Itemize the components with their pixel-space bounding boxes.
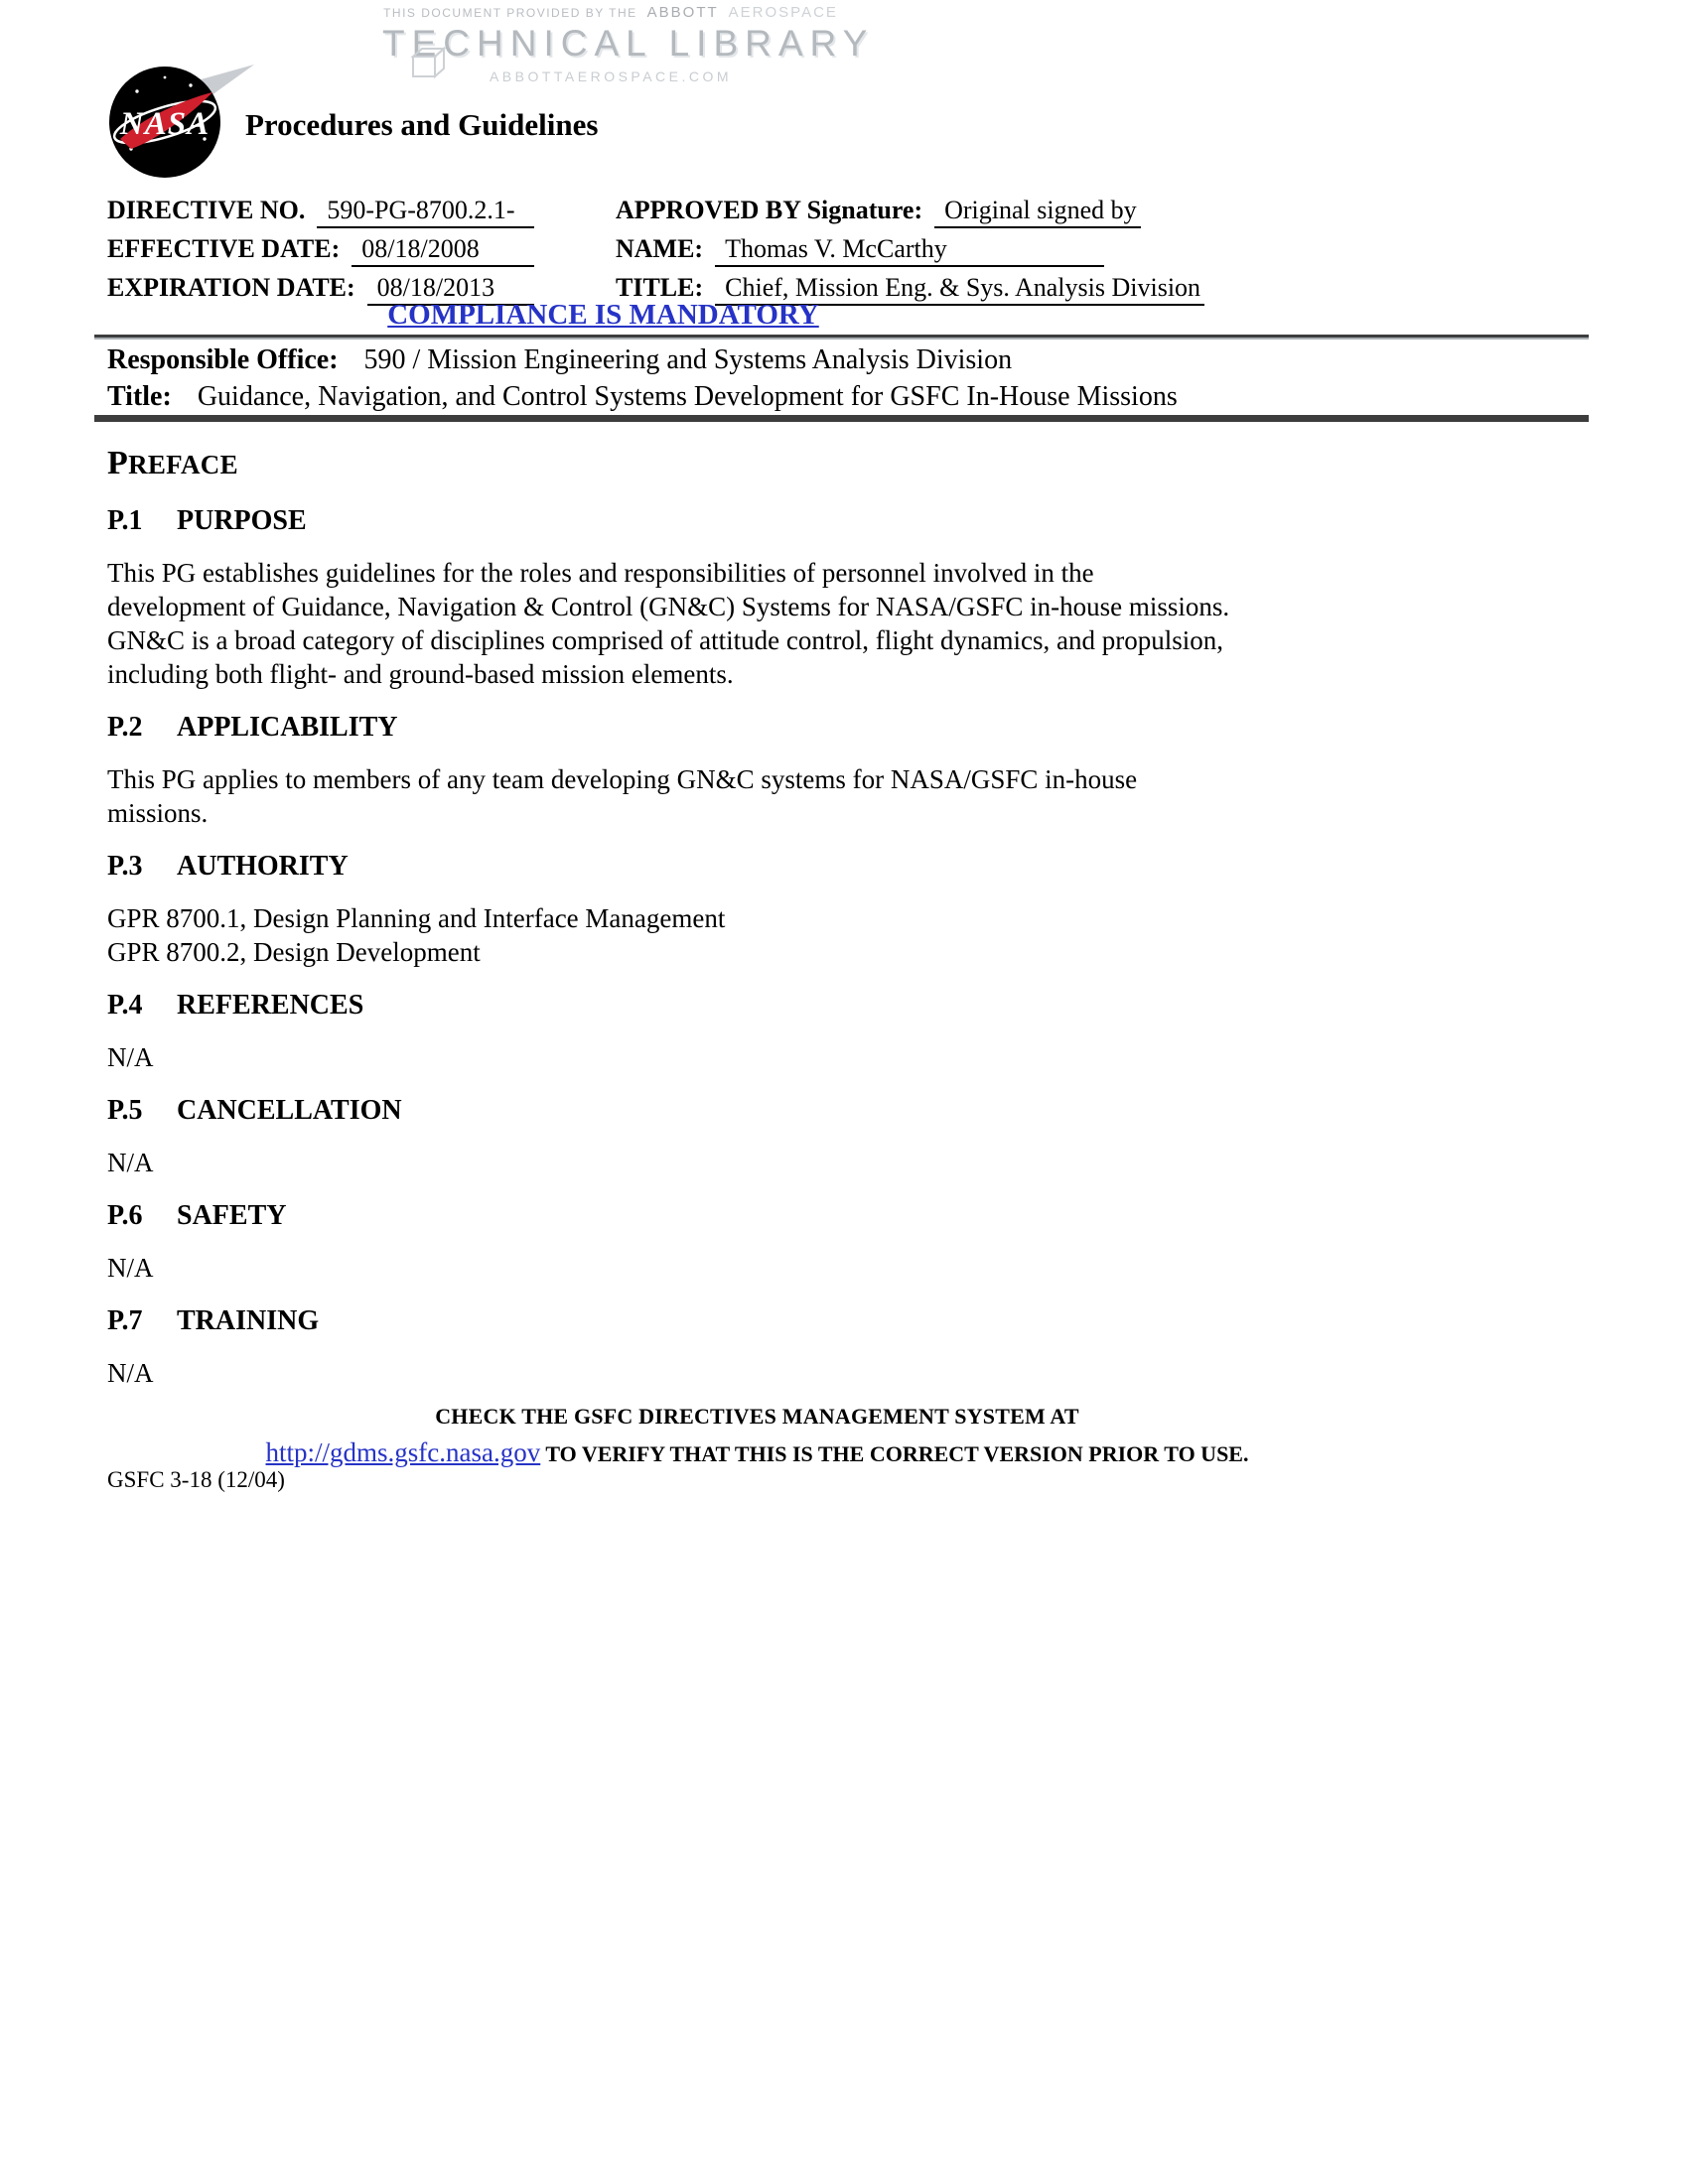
section-p5 bbox=[107, 1094, 1497, 1179]
section-body bbox=[107, 1251, 1497, 1285]
directive-no-row bbox=[107, 196, 534, 228]
document-title-label: Title: bbox=[107, 381, 172, 412]
approved-by-label: APPROVED BY Signature: bbox=[616, 196, 923, 224]
library-box-icon bbox=[408, 46, 448, 86]
body-line: N/A bbox=[107, 1148, 154, 1177]
body-line: missions. bbox=[107, 798, 209, 828]
section-p7 bbox=[107, 1304, 1497, 1390]
section-title: AUTHORITY bbox=[177, 851, 349, 882]
watermark-brand-aerospace: AEROSPACE bbox=[728, 4, 838, 21]
responsible-office-value: 590 / Mission Engineering and Systems Analysis Division bbox=[363, 344, 1013, 375]
approver-title-label: TITLE: bbox=[616, 273, 704, 302]
body-line: This PG establishes guidelines for the roles and responsibilities of personnel involved in the bbox=[107, 558, 1094, 588]
section-body bbox=[107, 1356, 1497, 1390]
section-p2 bbox=[107, 711, 1497, 830]
section-heading bbox=[107, 504, 1497, 538]
body-line: N/A bbox=[107, 1253, 154, 1283]
responsible-office-label: Responsible Office: bbox=[107, 344, 339, 375]
approved-by-value: Original signed by bbox=[934, 196, 1141, 228]
body-line: N/A bbox=[107, 1358, 154, 1388]
footer-verify-line bbox=[99, 1437, 1415, 1468]
section-number: P.3 bbox=[107, 851, 143, 882]
effective-date-value: 08/18/2008 bbox=[352, 234, 534, 267]
section-number: P.1 bbox=[107, 505, 143, 536]
effective-date-label: EFFECTIVE DATE: bbox=[107, 234, 341, 263]
approver-name-value: Thomas V. McCarthy bbox=[715, 234, 1104, 267]
section-heading bbox=[107, 989, 1497, 1023]
body-line: N/A bbox=[107, 1042, 154, 1072]
nasa-logo-icon bbox=[107, 62, 256, 181]
watermark-provider-line bbox=[382, 4, 839, 21]
footer bbox=[99, 1404, 1415, 1468]
horizontal-rule-thin bbox=[94, 335, 1589, 340]
approver-title-value: Chief, Mission Eng. & Sys. Analysis Division bbox=[715, 273, 1204, 306]
approver-name-row bbox=[616, 234, 1104, 267]
section-number: P.6 bbox=[107, 1200, 143, 1231]
document-type-title: Procedures and Guidelines bbox=[245, 107, 599, 142]
body-line: GN&C is a broad category of disciplines comprised of attitude control, flight dynamics, and propulsion, bbox=[107, 625, 1224, 655]
document-title-value: Guidance, Navigation, and Control Systems Development for GSFC In-House Missions bbox=[197, 381, 1178, 412]
footer-check-line: CHECK THE GSFC DIRECTIVES MANAGEMENT SYSTEM AT bbox=[435, 1404, 1079, 1429]
section-title: CANCELLATION bbox=[177, 1095, 402, 1126]
section-title: SAFETY bbox=[177, 1200, 287, 1231]
body-line: development of Guidance, Navigation & Control (GN&C) Systems for NASA/GSFC in-house missions. bbox=[107, 592, 1230, 621]
section-number: P.2 bbox=[107, 712, 143, 743]
body-line: GPR 8700.2, Design Development bbox=[107, 937, 481, 967]
section-body bbox=[107, 1146, 1497, 1179]
preface-initial: P bbox=[107, 445, 129, 481]
section-title: TRAINING bbox=[177, 1305, 320, 1336]
section-title: REFERENCES bbox=[177, 990, 364, 1021]
preface-rest: REFACE bbox=[128, 450, 238, 479]
watermark-brand-abbott: ABBOTT bbox=[646, 4, 719, 21]
body-line: including both flight- and ground-based mission elements. bbox=[107, 659, 734, 689]
expiration-date-label: EXPIRATION DATE: bbox=[107, 273, 355, 302]
compliance-banner: COMPLIANCE IS MANDATORY bbox=[387, 299, 819, 331]
form-number: GSFC 3-18 (12/04) bbox=[107, 1467, 285, 1492]
body-line: This PG applies to members of any team developing GN&C systems for NASA/GSFC in-house bbox=[107, 764, 1138, 794]
technical-library-title: TECHNICAL LIBRARY bbox=[382, 23, 875, 64]
section-body bbox=[107, 556, 1497, 691]
body-line: GPR 8700.1, Design Planning and Interface Management bbox=[107, 903, 726, 933]
approved-by-row bbox=[616, 196, 1137, 228]
section-title: APPLICABILITY bbox=[177, 712, 398, 743]
abbottaerospace-url: ABBOTTAEROSPACE.COM bbox=[489, 68, 733, 84]
section-p4 bbox=[107, 989, 1497, 1074]
section-number: P.4 bbox=[107, 990, 143, 1021]
document-title-row bbox=[107, 381, 1178, 413]
directive-form bbox=[107, 196, 1201, 306]
approver-name-label: NAME: bbox=[616, 234, 704, 263]
section-number: P.7 bbox=[107, 1305, 143, 1336]
section-heading bbox=[107, 1304, 1497, 1338]
horizontal-rule-thick bbox=[94, 415, 1589, 422]
gdms-link[interactable]: http://gdms.gsfc.nasa.gov bbox=[265, 1437, 541, 1467]
section-p3 bbox=[107, 850, 1497, 969]
directive-no-value: 590-PG-8700.2.1- bbox=[317, 196, 534, 228]
watermark-provided-text: THIS DOCUMENT PROVIDED BY THE bbox=[383, 6, 637, 20]
section-heading bbox=[107, 1094, 1497, 1128]
responsible-office-row bbox=[107, 344, 1012, 376]
section-body bbox=[107, 901, 1497, 969]
section-p1 bbox=[107, 504, 1497, 691]
preface-heading bbox=[107, 444, 1497, 484]
document-body bbox=[107, 444, 1497, 1390]
section-title: PURPOSE bbox=[177, 505, 307, 536]
nasa-logo-text: NASA bbox=[119, 106, 211, 142]
watermark bbox=[382, 4, 875, 84]
section-p6 bbox=[107, 1199, 1497, 1285]
section-heading bbox=[107, 711, 1497, 745]
expiration-date-value: 08/18/2013 bbox=[367, 273, 534, 306]
section-heading bbox=[107, 850, 1497, 884]
footer-verify-text: TO VERIFY THAT THIS IS THE CORRECT VERSION PRIOR TO USE. bbox=[545, 1441, 1249, 1466]
section-heading bbox=[107, 1199, 1497, 1233]
section-number: P.5 bbox=[107, 1095, 143, 1126]
section-body bbox=[107, 762, 1497, 830]
directive-no-label: DIRECTIVE NO. bbox=[107, 196, 306, 224]
section-body bbox=[107, 1040, 1497, 1074]
effective-date-row bbox=[107, 234, 534, 267]
